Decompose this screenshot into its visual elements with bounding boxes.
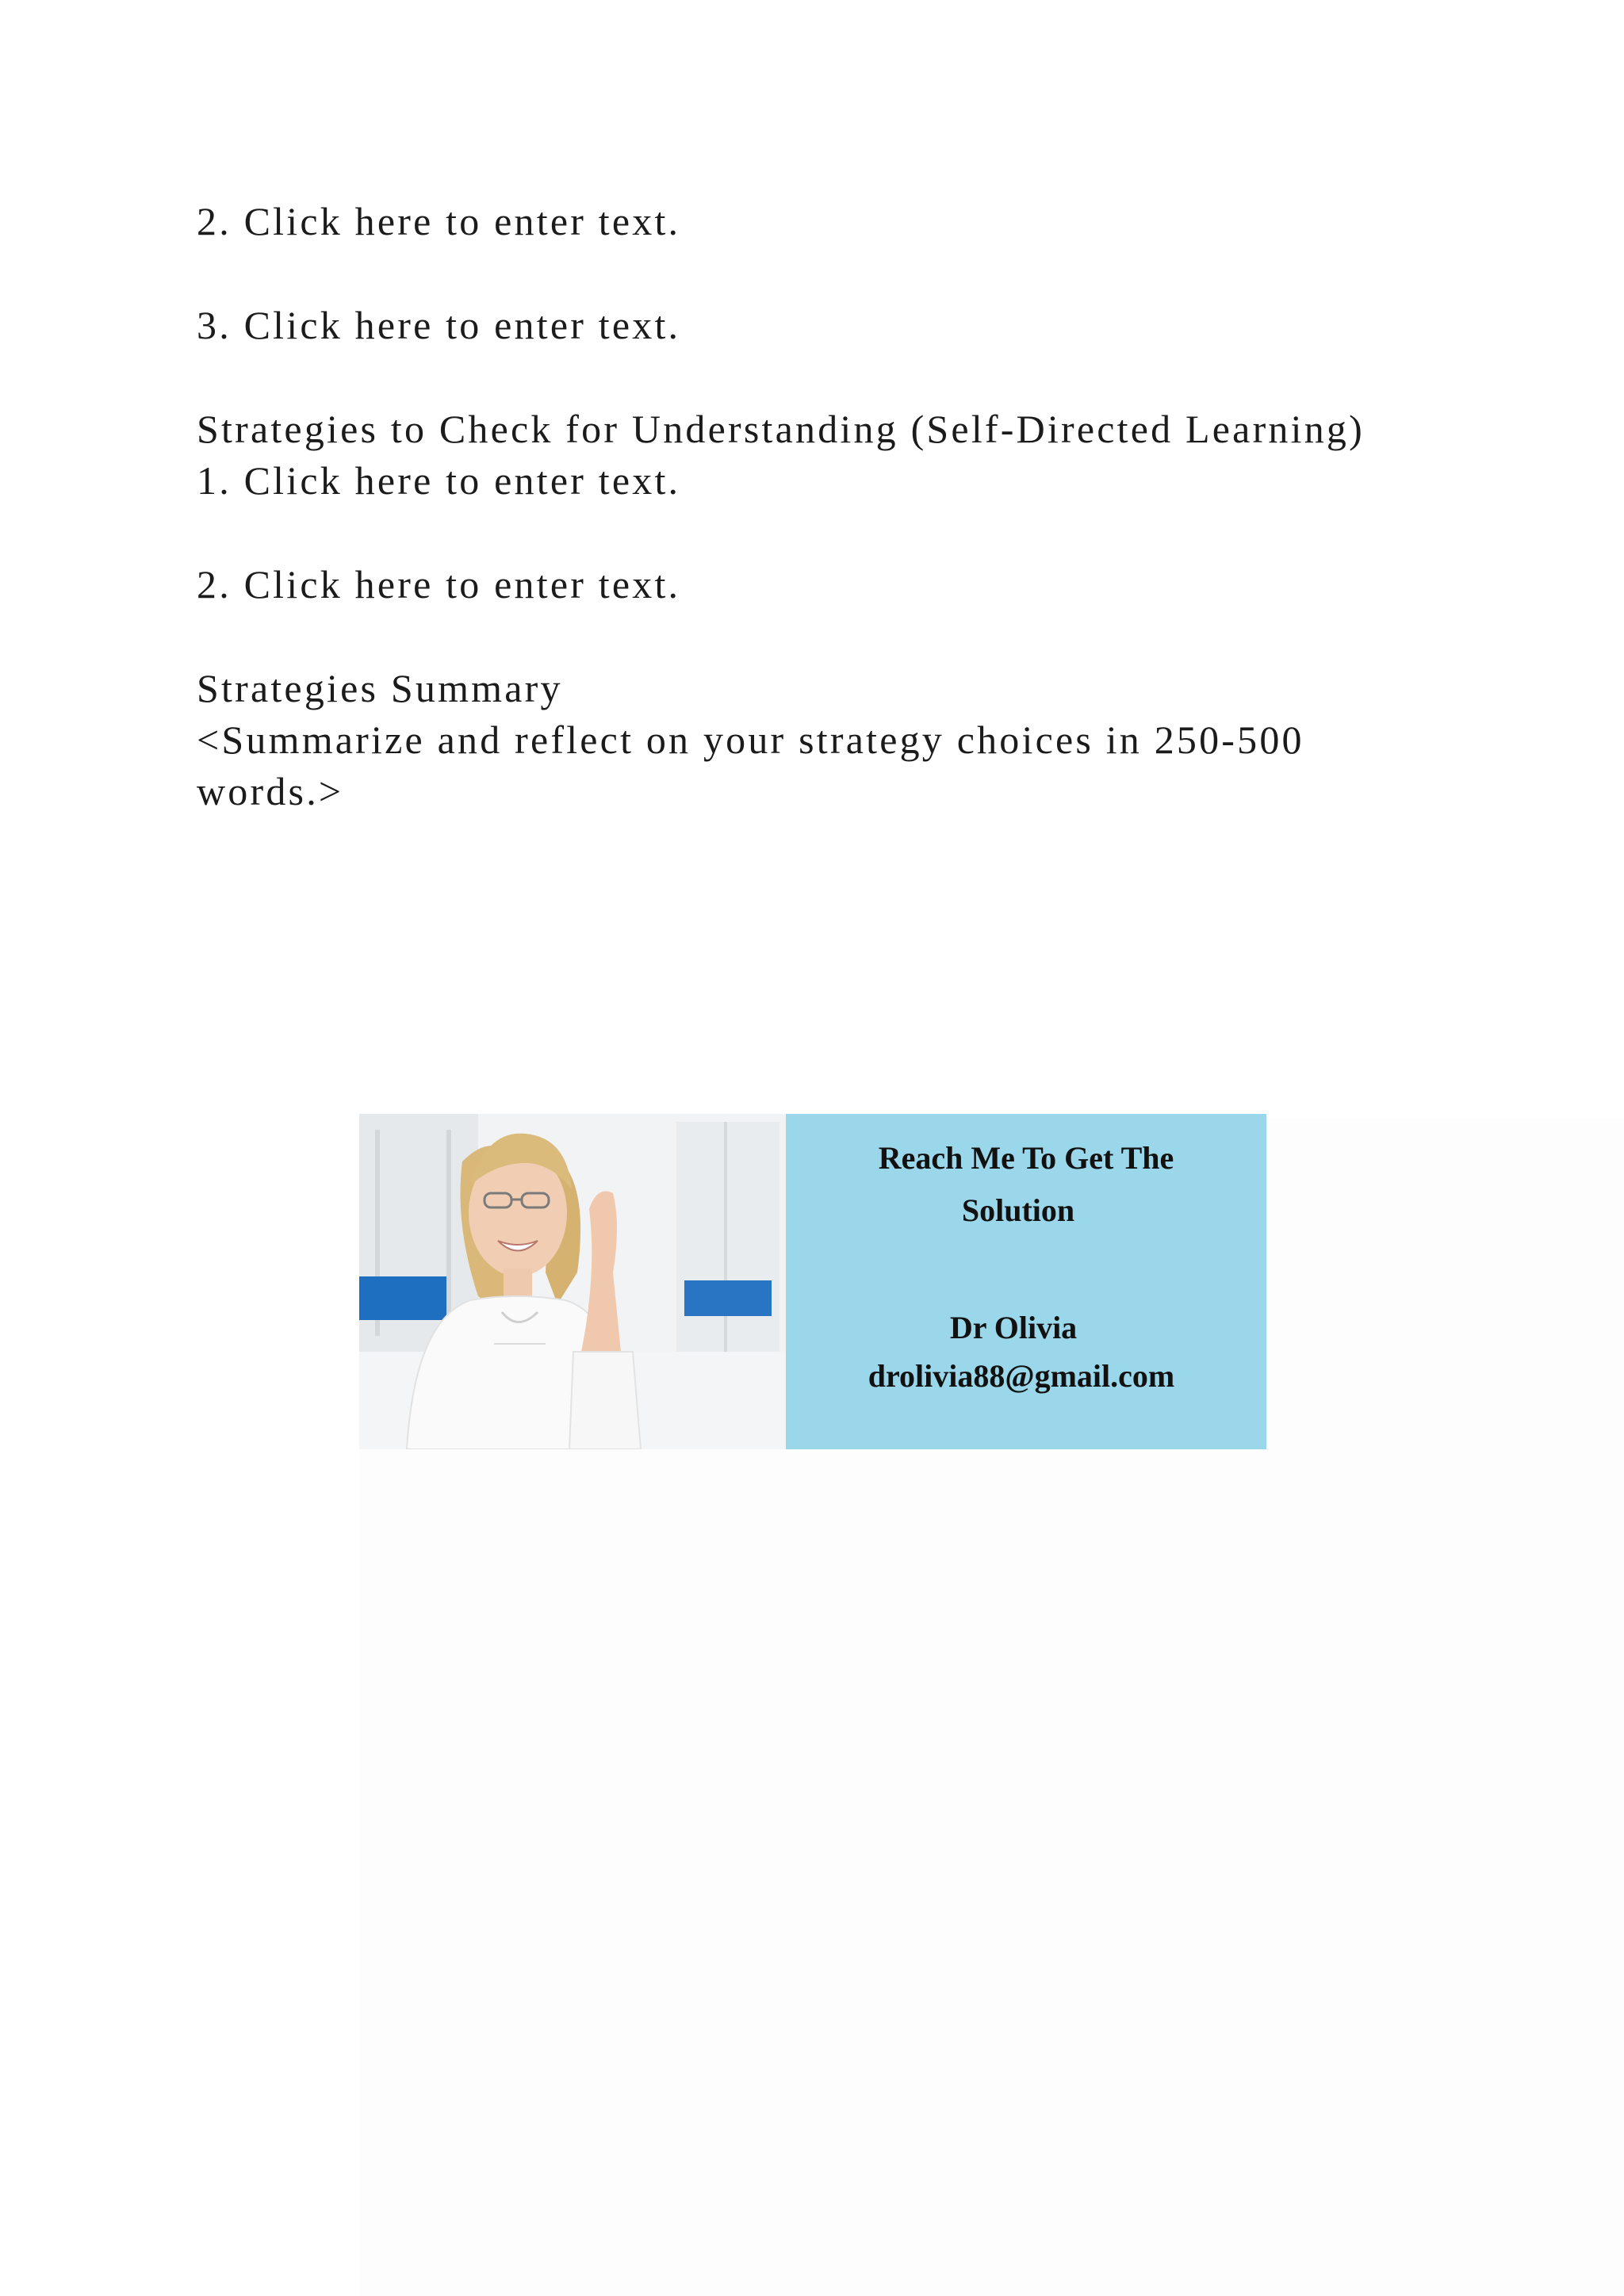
section-heading-summary: Strategies Summary xyxy=(197,666,563,710)
contact-banner xyxy=(359,1114,1266,1449)
list-item-placeholder-2b[interactable]: 2. Click here to enter text. xyxy=(197,562,681,607)
woman-smiling-photo xyxy=(359,1114,787,1449)
summary-instruction-line2: words.> xyxy=(197,769,344,813)
contact-info-panel xyxy=(786,1114,1266,1449)
summary-instruction-line1: <Summarize and reflect on your strategy choices in 250-500 xyxy=(197,718,1304,762)
banner-contact-name: Dr Olivia xyxy=(949,1310,1078,1345)
banner-heading-line1: Reach Me To Get The xyxy=(878,1140,1174,1176)
list-item-placeholder-3[interactable]: 3. Click here to enter text. xyxy=(197,303,681,347)
banner-contact-email[interactable]: drolivia88@gmail.com xyxy=(868,1358,1175,1394)
list-item-placeholder-2[interactable]: 2. Click here to enter text. xyxy=(197,199,681,243)
banner-heading-line2: Solution xyxy=(961,1192,1075,1228)
list-item-placeholder-1[interactable]: 1. Click here to enter text. xyxy=(197,458,681,503)
section-heading-check-understanding: Strategies to Check for Understanding (Self-Directed Learning) xyxy=(197,407,1365,451)
